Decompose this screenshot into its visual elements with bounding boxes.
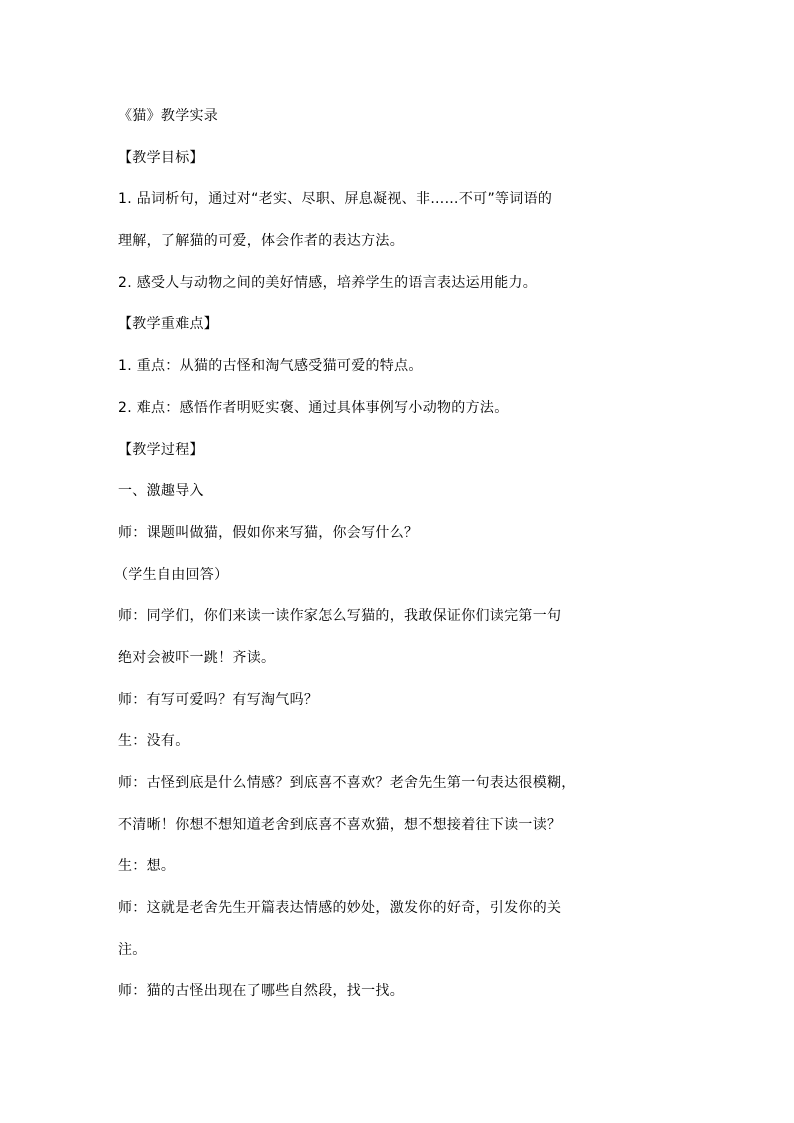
keypoint-1: 1. 重点：从猫的古怪和淘气感受猫可爱的特点。 [118,358,423,374]
goal-1-line-1: 1. 品词析句，通过对“老实、尽职、屏息凝视、非……不可”等词语的 [118,191,553,207]
paragraph-student-note: （学生自由回答） [114,567,229,583]
keypoint-2: 2. 难点：感悟作者明贬实褒、通过具体事例写小动物的方法。 [118,400,509,416]
paragraph-student-2: 生：想。 [118,858,176,874]
paragraph-teacher-1: 师：课题叫做猫，假如你来写猫，你会写什么？ [118,525,419,541]
paragraph-student-1: 生：没有。 [118,733,190,749]
goal-2: 2. 感受人与动物之间的美好情感，培养学生的语言表达运用能力。 [118,275,538,291]
goal-1-line-2: 理解，了解猫的可爱，体会作者的表达方法。 [118,233,404,249]
paragraph-teacher-6: 师：猫的古怪出现在了哪些自然段，找一找。 [118,983,404,999]
section-1-heading: 一、激趣导入 [118,483,204,499]
document-title: 《猫》教学实录 [118,108,219,124]
paragraph-teacher-2-line-1: 师：同学们，你们来读一读作家怎么写猫的，我敢保证你们读完第一句 [118,608,562,624]
keypoints-heading: 【教学重难点】 [118,316,219,332]
paragraph-teacher-2-line-2: 绝对会被吓一跳！齐读。 [118,650,276,666]
goals-heading: 【教学目标】 [118,150,204,166]
paragraph-teacher-5-line-2: 注。 [118,942,147,958]
paragraph-teacher-3: 师：有写可爱吗？有写淘气吗？ [118,692,319,708]
process-heading: 【教学过程】 [118,442,204,458]
paragraph-teacher-4-line-2: 不清晰！你想不想知道老舍到底喜不喜欢猫，想不想接着往下读一读？ [118,817,562,833]
paragraph-teacher-5-line-1: 师：这就是老舍先生开篇表达情感的妙处，激发你的好奇，引发你的关 [118,900,562,916]
paragraph-teacher-4-line-1: 师：古怪到底是什么情感？到底喜不喜欢？老舍先生第一句表达很模糊， [118,775,576,791]
